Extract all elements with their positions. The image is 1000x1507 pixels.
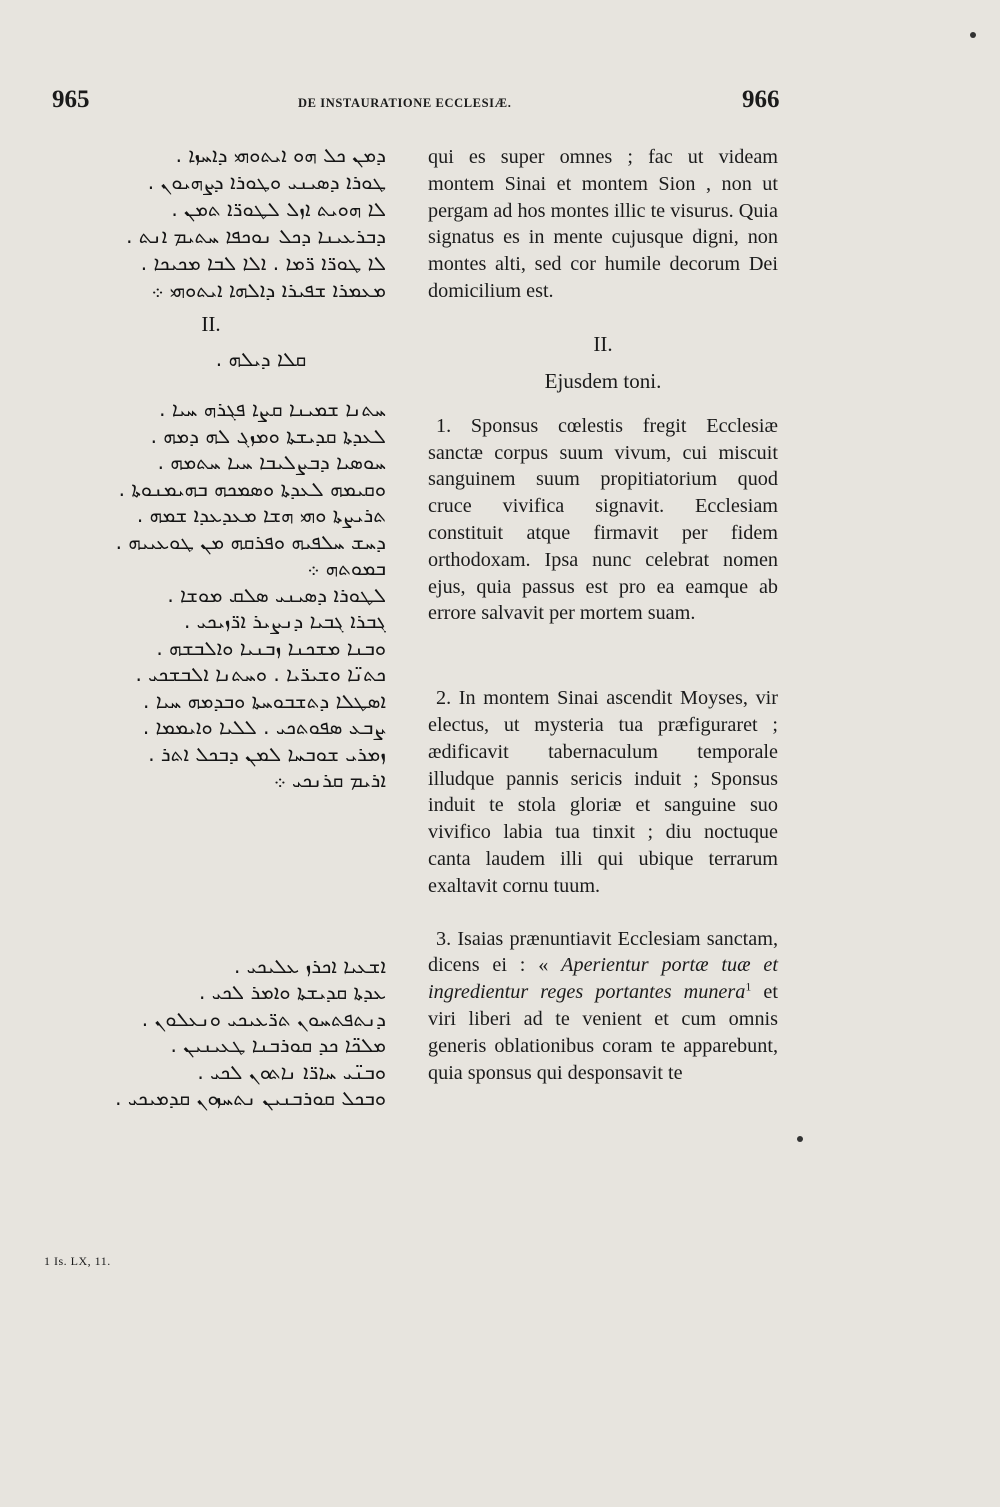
syriac-line: ܓܒܪܐ ܓܒܝܐ ܕܢܨܝܪ ܐܪ̈ܙܝܟܝ . <box>183 609 386 633</box>
syriac-line: ܕܢܬܦܬܚܘܢ ܬܪ̈ܥܝܟܝ ܘܢܥܠܘܢ . <box>141 1006 386 1031</box>
latin-stanza-3 <box>428 926 778 1087</box>
latin-intro-paragraph: qui es super omnes ; fac ut videam montem Sinai et montem Sion , non ut pergam ad hos montes illic te visurus. Quia signatus es in mente cujusque digni, non montes alti, sed cor humile decorum Dei domicilium est. <box>428 146 778 302</box>
syriac-line: ܥܕܬܐ ܩܕܝܫܬܐ ܘܐܡܪ ܠܟܝ . <box>199 980 386 1004</box>
latin-stanza-1: 1. Sponsus cœlestis fregit Ecclesiæ sanctæ corpus suum vivum, cui miscuit sanguinem suum propitiatorium quod cruce vivifica signavit. Ecclesiam constituit atque firmavit per fidem orthodoxam. Ipsa nunc celebrat nomen ejus, quia passus est pro ea eamque ab errore salvavit per mortem suam. <box>428 414 778 625</box>
syriac-line: ܘܒܟܠ ܩܘܪܒܢܝܢ ܢܬܚܙܘܢ ܩܕܡܝܟܝ . <box>115 1086 386 1110</box>
page-number-right: 966 <box>742 86 780 113</box>
syriac-line: ܐܪܝܡ ܩܪܢܟܝ ܀ <box>273 768 386 792</box>
page-number-left: 965 <box>52 86 90 113</box>
syriac-line <box>96 926 386 953</box>
syriac-line: ܘܒܢ̈ܝ ܚܐܪ̈ܐ ܢܐܬܘܢ ܠܟܝ . <box>197 1059 386 1084</box>
syriac-line: ܚܘܣܝܐ ܕܒܨܠܝܒܐ ܚܝܐ ܚܬܡܗ . <box>157 450 386 474</box>
syriac-line: ܐܣܛܠܐ ܕܬܫܒܘܚܬܐ ܘܒܕܡܗ ܚܝܐ . <box>142 688 386 713</box>
syriac-line: ܡܠܟ̈ܐ ܟܕ ܩܘܪܒܢܐ ܛܥܝܢܝܢ . <box>170 1033 386 1057</box>
syriac-line: ܡܥܡܪܐ ܫܦܝܪܐ ܕܐܠܗܐ ܐܝܬܘܗܝ ܀ <box>151 278 386 302</box>
print-speck <box>970 32 976 38</box>
syriac-line: ܘܩܝܡܗ ܠܥܕܬܐ ܘܣܡܟܗ ܒܗܝܡܢܘܬܐ . <box>118 476 386 501</box>
syriac-line: ܛܘܪܐ ܕܣܝܢܝ ܘܛܘܪܐ ܕܨܗܝܘܢ . <box>147 170 386 194</box>
stanza-3-continuation: et viri liberi ad te venient et cum omnis generis oblationibus coram te apparebunt, quia sponsus qui desponsavit te <box>428 981 778 1084</box>
syriac-line: ܨܒܥ ܣܦܘܬܟܝ . ܠܠܝܐ ܘܐܝܡܡܐ . <box>142 715 386 739</box>
syriac-line: ܬܪܝܨܬܐ ܘܗܝ ܗܫܐ ܡܥܕܥܕܐ ܫܡܗ . <box>136 503 386 527</box>
syriac-tone-line: ܩܠܐ ܕܝܠܗ . <box>215 347 307 371</box>
syriac-line: ܠܛܘܪܐ ܕܣܝܢܝ ܣܠܩ ܡܘܫܐ . <box>167 582 386 607</box>
latin-column <box>428 144 778 1086</box>
syriac-line <box>96 794 386 821</box>
running-head: DE INSTAURATIONE ECCLESIÆ. <box>298 96 512 110</box>
syriac-line <box>96 820 386 847</box>
latin-stanza-2: 2. In montem Sinai ascendit Moyses, vir electus, ut mysteria tua præfiguraret ; ædificavit tabernaculum temporale illudque pannis sericis induit ; Sponsus induit te stola gloriæ et sanguine suo vivifico labia tua tinxit ; diu noctuque canta laudem illi qui ubique terrarum exaltavit cornu tuum. <box>428 687 778 897</box>
syriac-column <box>96 142 386 1112</box>
stanza-3-opening: 3. Isaias prænuntiavit Ecclesiam sanctam, dicens ei : « <box>428 927 778 977</box>
syriac-line: ܙܡܪܝ ܫܘܒܚܐ ܠܡܢ ܕܒܟܠ ܐܬܪ . <box>148 741 386 766</box>
syriac-line: ܟܬܢ̈ܐ ܘܫܝܪ̈ܝܐ . ܘܚܬܢܐ ܐܠܒܫܟܝ . <box>135 662 386 686</box>
isaiah-quote: Aperientur portæ tuæ et ingredientur reges portantes munera <box>428 954 778 1004</box>
syriac-line: ܠܐ ܛܘܪ̈ܐ ܪ̈ܡܐ . ܐܠܐ ܠܒܐ ܡܟܝܟܐ . <box>140 251 386 275</box>
syriac-line <box>96 847 386 874</box>
syriac-line: ܠܐ ܗܘܝܬ ܐܙܠ ܠܛܘܪ̈ܐ ܬܡܢ . <box>171 197 386 221</box>
syriac-line: ܕܒܪܥܝܢܐ ܕܟܠ ܢܘܟܦܐ ܚܬܝܡ ܐܢܬ . <box>126 224 386 248</box>
syriac-line: ܘܒܢܐ ܡܫܟܢܐ ܙܒܢܝܐ ܘܐܠܒܫܗ . <box>156 635 386 660</box>
syriac-line: ܕܡܢ ܟܠ ܗܘ ܐܝܬܘܗܝ ܕܐܚܙܐ . <box>175 143 386 167</box>
syriac-line: ܚܬܢܐ ܫܡܝܢܐ ܩܨܐ ܦܓܪܗ ܚܝܐ . <box>159 397 386 421</box>
syriac-line <box>96 873 386 900</box>
syriac-line: ܠܥܕܬܐ ܩܕܝܫܬܐ ܘܡܙܓ ܠܗ ܕܡܗ . <box>150 423 386 448</box>
syriac-line: ܐܫܥܝܐ ܐܟܪܙ ܥܠܝܟܝ . <box>233 953 386 978</box>
syriac-section-heading: II. <box>201 312 221 336</box>
footnote: 1 Is. LX, 11. <box>44 1254 111 1268</box>
syriac-line: ܒܡܘܬܗ ܀ <box>307 556 386 580</box>
latin-section-heading: II. <box>593 331 613 356</box>
syriac-line: ܕܚܫ ܚܠܦܝܗ ܘܦܪܩܗ ܡܢ ܛܘܥܝܝܗ . <box>115 529 386 554</box>
footnote-marker: 1 <box>745 979 752 994</box>
syriac-line <box>96 900 386 927</box>
latin-tone-line: Ejusdem toni. <box>544 368 662 393</box>
print-speck <box>797 1136 803 1142</box>
